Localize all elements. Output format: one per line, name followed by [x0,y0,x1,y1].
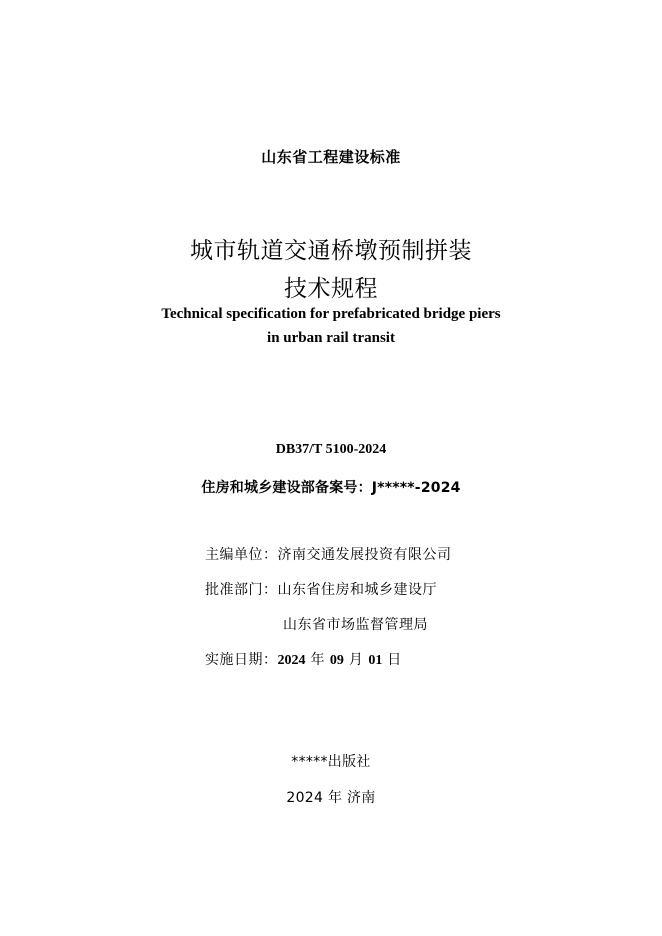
title-chinese-line-2: 技术规程 [284,276,378,302]
standard-number: DB37/T 5100-2024 [275,442,387,457]
date-day-unit: 日 [382,652,402,668]
approver-label: 批准部门： [205,582,278,598]
editor-row [205,544,452,564]
title-english-line-2: in urban rail transit [267,330,395,346]
approver-value-1: 山东省住房和城乡建设厅 [277,582,437,598]
publisher: *****出版社 [291,754,371,770]
publish-place-date: 2024 年 济南 [286,790,376,806]
editor-value: 济南交通发展投资有限公司 [277,547,452,563]
date-month: 09 [329,653,344,668]
standard-series-heading: 山东省工程建设标准 [261,148,401,166]
title-english-line-1: Technical specification for prefabricated bridge piers [161,306,501,322]
editor-label: 主编单位： [205,547,278,563]
approver-value-2: 山东省市场监督管理局 [283,617,428,633]
date-year-unit: 年 [305,652,330,668]
date-label: 实施日期： [205,652,278,668]
date-year: 2024 [277,653,306,668]
date-day: 01 [368,653,383,668]
approver-row-2 [283,614,428,634]
record-number: 住房和城乡建设部备案号：J*****-2024 [201,480,461,496]
implementation-date-row [205,649,402,669]
date-month-unit: 月 [343,652,369,668]
title-chinese-line-1: 城市轨道交通桥墩预制拼装 [190,238,472,264]
approver-row [205,579,437,599]
